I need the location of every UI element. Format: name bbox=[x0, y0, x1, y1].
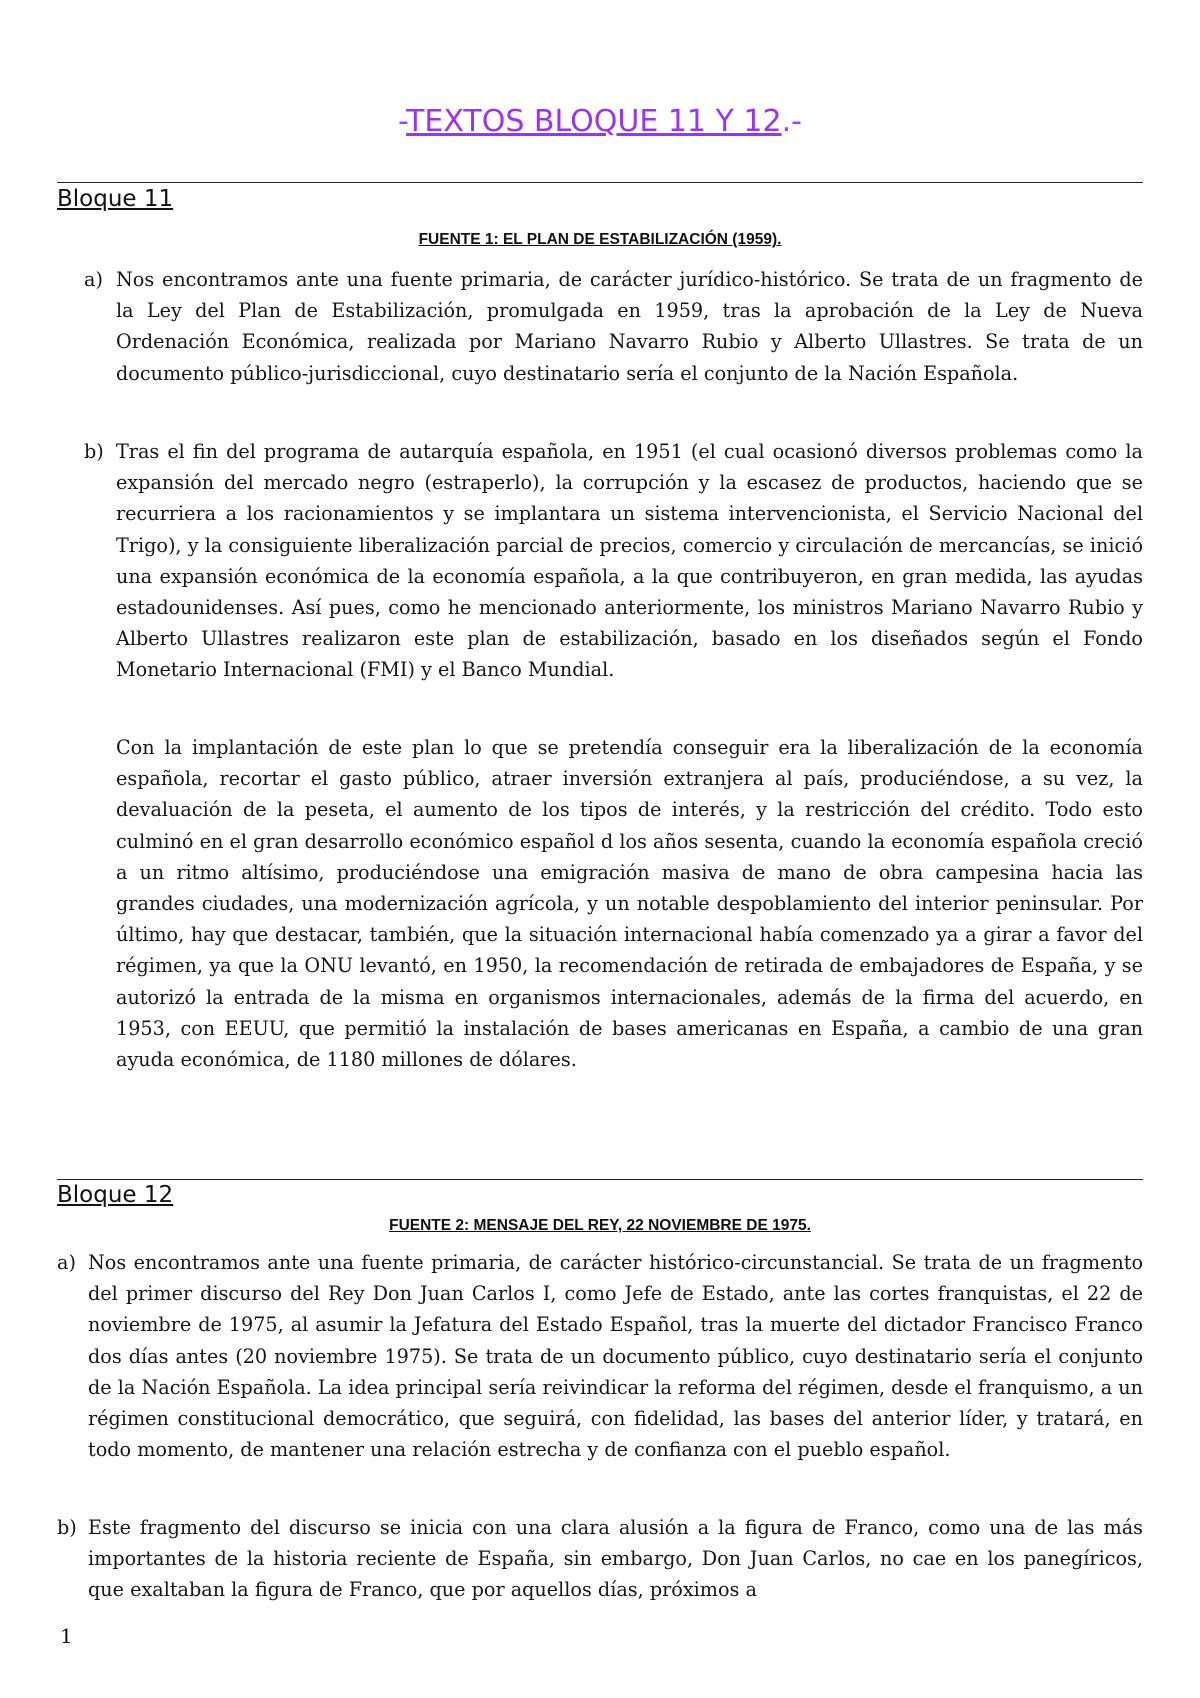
paragraph-bloque11-a: Nos encontramos ante una fuente primaria, de carácter jurídico-histórico. Se trata de un fragmento de la Ley del Plan de Estabilización, promulgada en 1959, tras la aprobación de la Ley de Nueva Ordenación Económica, realizada por Mariano Navarro Rubio y Alberto Ullastres. Se trata de un documento público-jurisdiccional, cuyo destinatario sería el conjunto de la Nación Española. bbox=[116, 268, 1143, 385]
title-text: TEXTOS BLOQUE 11 Y 12 bbox=[406, 104, 782, 139]
title-suffix: .- bbox=[781, 104, 802, 139]
paragraph-bloque11-b: Tras el fin del programa de autarquía española, en 1951 (el cual ocasionó diversos problemas como la expansión del mercado negro (estraperlo), la corrupción y la escasez de productos, haciendo que se recurriera a los racionamientos y se implantara un sistema intervencionista, el Servicio Nacional del Trigo), y la consiguiente liberalización parcial de precios, comercio y circulación de mercancías, se inició una expansión económica de la economía española, a la que contribuyeron, en gran medida, las ayudas estadounidenses. Así pues, como he mencionado anteriormente, los ministros Mariano Navarro Rubio y Alberto Ullastres realizaron este plan de estabilización, basado en los diseñados según el Fondo Monetario Internacional (FMI) y el Banco Mundial. bbox=[116, 440, 1143, 682]
section-heading-bloque-11: Bloque 11 bbox=[57, 186, 174, 212]
source-title-2: FUENTE 2: MENSAJE DEL REY, 22 NOVIEMBRE DE 1975. bbox=[389, 1217, 811, 1234]
section-heading-bloque-12: Bloque 12 bbox=[57, 1182, 174, 1208]
paragraph-bloque12-b: Este fragmento del discurso se inicia con una clara alusión a la figura de Franco, como una de las más importantes de la historia reciente de España, sin embargo, Don Juan Carlos, no cae en los panegíricos, que exaltaban la figura de Franco, que por aquellos días, próximos a bbox=[88, 1516, 1143, 1602]
section-divider bbox=[57, 1179, 1143, 1180]
title-prefix: - bbox=[398, 104, 407, 139]
list-marker-b: b) bbox=[84, 440, 104, 463]
paragraph-bloque12-a: Nos encontramos ante una fuente primaria, de carácter histórico-circunstancial. Se trata de un fragmento del primer discurso del Rey Don Juan Carlos I, como Jefe de Estado, ante las cortes franquistas, el 22 de noviembre de 1975, al asumir la Jefatura del Estado Español, tras la muerte del dictador Francisco Franco dos días antes (20 noviembre 1975). Se trata de un documento público, cuyo destinatario sería el conjunto de la Nación Española. La idea principal sería reivindicar la reforma del régimen, desde el franquismo, a un régimen constitucional democrático, que seguirá, con fidelidad, las bases del anterior líder, y tratará, en todo momento, de mantener una relación estrecha y de confianza con el pueblo español. bbox=[88, 1251, 1143, 1462]
page-number: 1 bbox=[60, 1624, 73, 1648]
source-title-1: FUENTE 1: EL PLAN DE ESTABILIZACIÓN (1959). bbox=[418, 231, 782, 248]
paragraph-bloque11-b-continued: Con la implantación de este plan lo que se pretendía conseguir era la liberalización de la economía española, recortar el gasto público, atraer inversión extranjera al país, produciéndose, a su vez, la devaluación de la peseta, el aumento de los tipos de interés, y la restricción del crédito. Todo esto culminó en el gran desarrollo económico español d los años sesenta, cuando la economía española creció a un ritmo altísimo, produciéndose una emigración masiva de mano de obra campesina hacia las grandes ciudades, una modernización agrícola, y un notable despoblamiento del interior peninsular. Por último, hay que destacar, también, que la situación internacional había comenzado ya a girar a favor del régimen, ya que la ONU levantó, en 1950, la recomendación de retirada de embajadores de España, y se autorizó la entrada de la misma en organismos internacionales, además de la firma del acuerdo, en 1953, con EEUU, que permitió la instalación de bases americanas en España, a cambio de una gran ayuda económica, de 1180 millones de dólares. bbox=[116, 736, 1143, 1072]
list-marker-a: a) bbox=[57, 1251, 76, 1274]
document-title bbox=[0, 102, 1200, 142]
list-marker-b: b) bbox=[57, 1516, 77, 1539]
list-marker-a: a) bbox=[84, 268, 103, 291]
section-divider bbox=[57, 182, 1143, 183]
